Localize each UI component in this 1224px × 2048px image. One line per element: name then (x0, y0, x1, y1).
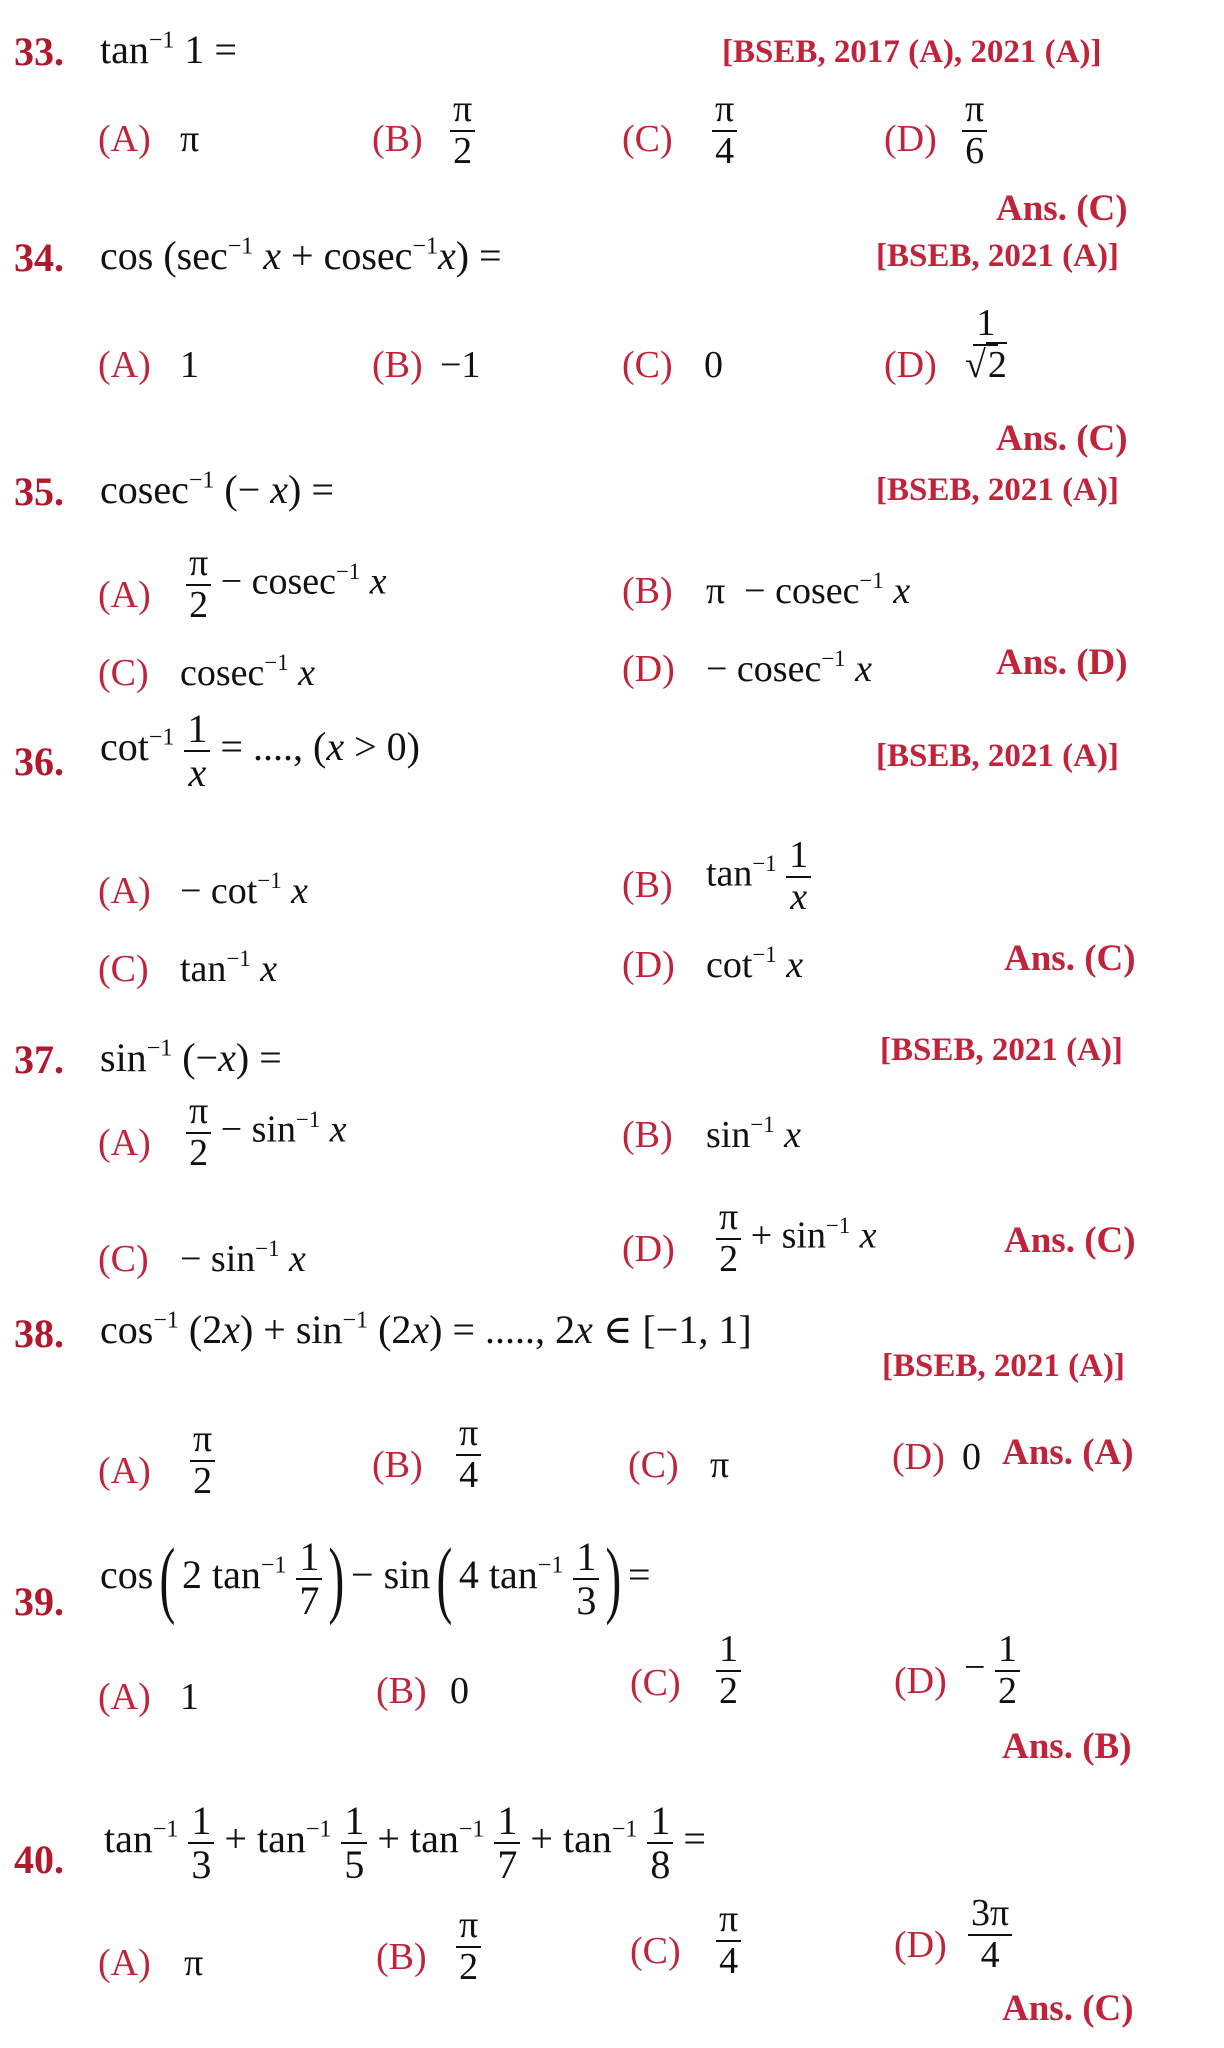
question-number: 40. (14, 1837, 64, 1882)
option-a: $\frac{\pi}{2}$ − cosec$^{-1}$ x (186, 544, 387, 626)
option-d: $\frac{3\pi}{4}$ (968, 1894, 1012, 1976)
option-label-b: (B) (372, 1444, 423, 1486)
option-label-c: (C) (98, 652, 149, 694)
option-label-b: (B) (372, 344, 423, 386)
question-number: 39. (14, 1579, 64, 1624)
option-label-c: (C) (98, 948, 149, 990)
option-a: π (180, 118, 200, 160)
question-expression: $\tan^{-1}$ $\frac{1}{3}$ + $\tan^{-1}$ $\frac{1}{5}$ + $\tan^{-1}$ $\frac{1}{7}$ + $\tan^{-1}$ $\frac{1}{8}$ = (104, 1798, 706, 1887)
option-a: − $\cot^{-1} x$ (180, 868, 308, 912)
option-label-b: (B) (376, 1670, 427, 1712)
option-c: 0 (704, 344, 723, 386)
option-label-d: (D) (892, 1436, 945, 1478)
option-label-d: (D) (622, 1228, 675, 1270)
option-c: $\tan^{-1} x$ (180, 946, 278, 990)
option-b: $\frac{\pi}{2}$ (450, 90, 475, 172)
option-d: 0 (962, 1436, 981, 1478)
option-label-a: (A) (98, 1942, 151, 1984)
option-label-a: (A) (98, 1122, 151, 1164)
option-a: π (184, 1942, 204, 1984)
option-a: $\frac{\pi}{2}$ (190, 1420, 215, 1502)
option-c: − $\sin^{-1} x$ (180, 1236, 306, 1280)
option-c: $\frac{\pi}{4}$ (716, 1900, 741, 1982)
question-number: 33. (14, 29, 64, 74)
option-label-a: (A) (98, 1676, 151, 1718)
option-a: 1 (180, 1676, 199, 1718)
exam-source: [BSEB, 2021 (A)] (882, 1348, 1125, 1384)
option-c: π (710, 1444, 730, 1486)
exam-source: [BSEB, 2021 (A)] (876, 472, 1119, 508)
question-expression: $\sin^{-1} (-x)$ = (100, 1035, 282, 1080)
option-b: π − cosec$^{-1}$ x (706, 568, 911, 612)
option-label-b: (B) (622, 570, 673, 612)
answer: Ans. (C) (996, 188, 1128, 229)
option-c: $\frac{1}{2}$ (716, 1630, 741, 1712)
option-label-b: (B) (376, 1936, 427, 1978)
question-number: 38. (14, 1311, 64, 1356)
option-b: $\frac{\pi}{4}$ (456, 1414, 481, 1496)
option-c: cosec$^{-1}$ x (180, 650, 316, 694)
option-label-b: (B) (372, 118, 423, 160)
question-number: 35. (14, 469, 64, 514)
option-label-c: (C) (628, 1444, 679, 1486)
question-expression: $\cot^{-1}$ $\frac{1}{x}$ = ...., (x > 0) (100, 706, 420, 795)
option-d: $\frac{\pi}{6}$ (962, 90, 987, 172)
option-label-b: (B) (622, 864, 673, 906)
option-label-c: (C) (622, 118, 673, 160)
option-label-a: (A) (98, 1450, 151, 1492)
option-b: 0 (450, 1670, 469, 1712)
option-label-c: (C) (630, 1930, 681, 1972)
option-d: $\cot^{-1} x$ (706, 942, 804, 986)
answer: Ans. (C) (1004, 1220, 1136, 1261)
option-label-a: (A) (98, 574, 151, 616)
option-d: − $\frac{1}{2}$ (964, 1630, 1020, 1712)
exam-source: [BSEB, 2021 (A)] (876, 738, 1119, 774)
answer: Ans. (C) (1002, 1988, 1134, 2029)
option-a: 1 (180, 344, 199, 386)
option-label-c: (C) (630, 1662, 681, 1704)
option-label-d: (D) (894, 1660, 947, 1702)
option-label-d: (D) (884, 344, 937, 386)
exam-source: [BSEB, 2021 (A)] (880, 1032, 1123, 1068)
option-label-b: (B) (622, 1114, 673, 1156)
option-d: $\frac{\pi}{2}$ + $\sin^{-1} x$ (716, 1198, 877, 1280)
question-expression: cosec$^{-1}$ (− x) = (100, 467, 334, 512)
option-c: $\frac{\pi}{4}$ (712, 90, 737, 172)
option-b: $\frac{\pi}{2}$ (456, 1906, 481, 1988)
question-number: 36. (14, 739, 64, 784)
option-a: $\frac{\pi}{2}$ − $\sin^{-1} x$ (186, 1092, 347, 1174)
exam-source: [BSEB, 2021 (A)] (876, 238, 1119, 274)
exam-source: [BSEB, 2017 (A), 2021 (A)] (722, 34, 1102, 70)
option-label-a: (A) (98, 344, 151, 386)
answer: Ans. (A) (1002, 1432, 1134, 1473)
question-number: 34. (14, 235, 64, 280)
answer: Ans. (C) (996, 418, 1128, 459)
question-expression: cos( 2 $\tan^{-1}$ $\frac{1}{7}$ ) − sin( 4 $\tan^{-1}$ $\frac{1}{3}$ ) = (100, 1530, 651, 1627)
question-number: 37. (14, 1037, 64, 1082)
answer: Ans. (B) (1002, 1726, 1132, 1767)
option-label-d: (D) (622, 648, 675, 690)
option-b: −1 (440, 344, 481, 386)
question-expression: $\cos (\sec^{-1}$ x + cosec$^{-1}$x) = (100, 233, 502, 278)
question-expression: $\tan^{-1} 1$ = (100, 27, 237, 72)
option-label-d: (D) (894, 1924, 947, 1966)
option-label-c: (C) (98, 1238, 149, 1280)
option-b: $\sin^{-1} x$ (706, 1112, 801, 1156)
option-d: − cosec$^{-1}$ x (706, 646, 872, 690)
question-expression: $\cos^{-1} (2x) + \sin^{-1} (2x)$ = ....., 2x ∈ [−1, 1] (100, 1307, 752, 1352)
option-b: $\tan^{-1}$ $\frac{1}{x}$ (706, 836, 811, 918)
option-label-d: (D) (884, 118, 937, 160)
answer: Ans. (D) (996, 642, 1128, 683)
answer: Ans. (C) (1004, 938, 1136, 979)
option-label-c: (C) (622, 344, 673, 386)
option-label-d: (D) (622, 944, 675, 986)
option-d: $\frac{1}{√2}$ (965, 302, 1007, 386)
option-label-a: (A) (98, 118, 151, 160)
option-label-a: (A) (98, 870, 151, 912)
